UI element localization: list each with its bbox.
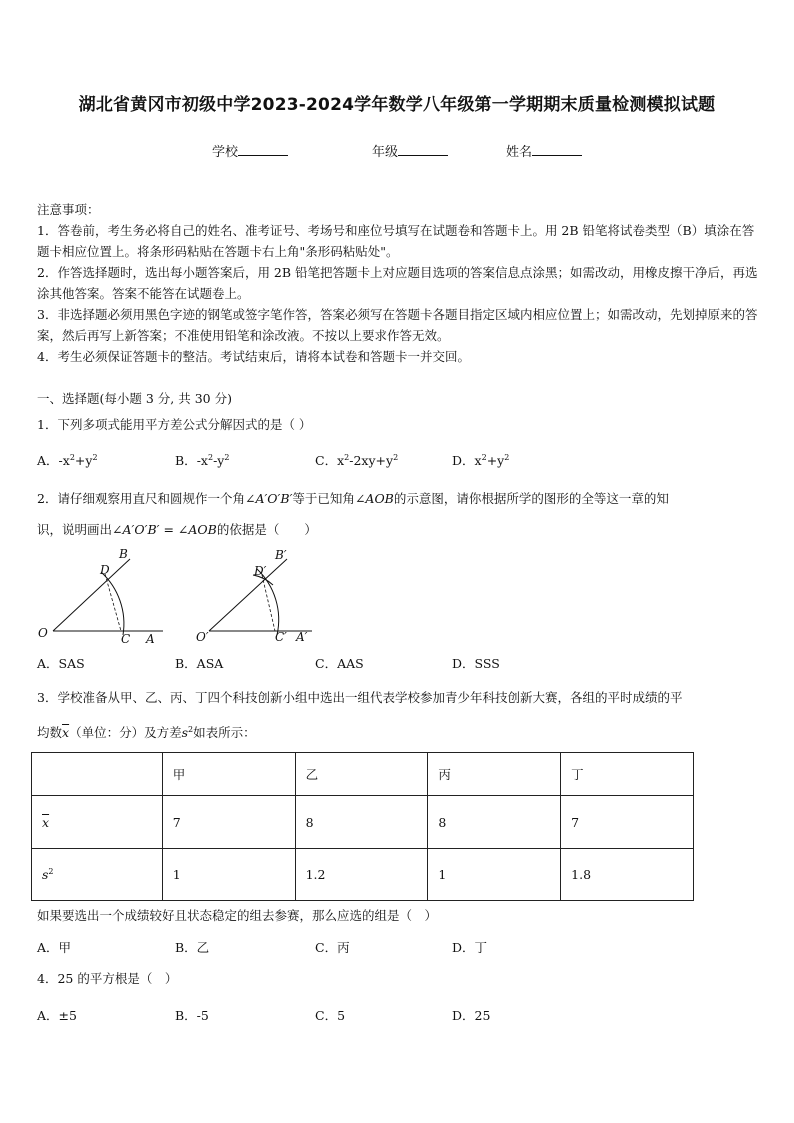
table-row-mean [32, 796, 694, 849]
q3-option-c[interactable]: C．丙 [315, 940, 350, 955]
q2-option-a[interactable]: A．SAS [37, 656, 85, 671]
name-blank[interactable] [532, 144, 582, 156]
label-o-prime: O′ [196, 630, 209, 644]
school-field[interactable] [212, 141, 288, 160]
row-label-mean: $\overline{x}$ [32, 796, 163, 849]
q4-stem: 4．25 的平方根是（ ） [37, 971, 178, 986]
q3-line-2: 均数$\overline{x}$（单位：分）及方差$s^2$如表所示： [37, 724, 256, 740]
q1-option-a[interactable]: A．$-x^2+y^2$ [37, 452, 98, 468]
notice-item-1: 1．答卷前，考生务必将自己的姓名、准考证号、考场号和座位号填写在试题卷和答题卡上。用 2B 铅笔将试卷类型（B）填涂在答题卡相应位置上。将条形码粘贴在答题卡右上角"条形码粘贴处"。 [37, 223, 755, 259]
grade-blank[interactable] [398, 144, 448, 156]
notice-item-2: 2．作答选择题时，选出每小题答案后，用 2B 铅笔把答题卡上对应题目选项的答案信息点涂黑；如需改动，用橡皮擦干净后，再选涂其他答案。答案不能答在试题卷上。 [37, 265, 758, 301]
table-header-row [32, 753, 694, 796]
q1-stem: 1．下列多项式能用平方差公式分解因式的是（ ） [37, 417, 312, 432]
q1-option-d[interactable]: D．$x^2+y^2$ [452, 452, 510, 468]
table-cell: 1 [162, 849, 295, 901]
table-header-cell: 乙 [295, 753, 428, 796]
q3-option-a[interactable]: A．甲 [37, 940, 72, 955]
ray-ob [53, 559, 130, 631]
label-b-prime: B′ [275, 548, 287, 562]
q3-option-b[interactable]: B．乙 [175, 940, 210, 955]
name-label: 姓名 [506, 145, 533, 160]
label-c: C [121, 632, 131, 645]
grade-label: 年级 [372, 145, 399, 160]
figure-angle-a-o-b-prime [195, 545, 320, 645]
score-table [31, 752, 694, 901]
arc-c-d-prime [257, 569, 279, 635]
label-a-prime: A′ [296, 630, 308, 644]
table-header-cell [32, 753, 163, 796]
notice-item-3: 3．非选择题必须用黑色字迹的钢笔或签字笔作答，答案必须写在答题卡各题目指定区域内相应位置上；如需改动，先划掉原来的答案，然后再写上新答案；不准使用铅笔和涂改液。不按以上要求作答无效。 [37, 307, 758, 343]
q3-question: 如果要选出一个成绩较好且状态稳定的组去参赛，那么应选的组是（ ） [37, 908, 438, 923]
table-cell: 8 [295, 796, 428, 849]
q3-option-d[interactable]: D．丁 [452, 940, 488, 955]
segment-dc [105, 574, 121, 631]
school-blank[interactable] [238, 144, 288, 156]
label-c-prime: C′ [275, 630, 287, 644]
q2-option-c[interactable]: C．AAS [315, 656, 364, 671]
q2-line-1: 2．请仔细观察用直尺和圆规作一个角∠A′O′B′等于已知角∠AOB的示意图，请你根据所学的图形的全等这一章的知 [37, 491, 669, 506]
table-cell: 7 [162, 796, 295, 849]
q3-line-1: 3．学校准备从甲、乙、丙、丁四个科技创新小组中选出一组代表学校参加青少年科技创新大赛，各组的平时成绩的平 [37, 690, 683, 705]
table-header-cell: 丁 [561, 753, 694, 796]
q1-option-b[interactable]: B．$-x^2-y^2$ [175, 452, 230, 468]
page-title: 湖北省黄冈市初级中学2023-2024学年数学八年级第一学期期末质量检测模拟试题 [78, 95, 716, 115]
table-cell: 1.2 [295, 849, 428, 901]
notice-heading: 注意事项： [37, 202, 100, 217]
section-heading: 一、选择题(每小题 3 分, 共 30 分) [37, 391, 232, 406]
q4-option-b[interactable]: B．-5 [175, 1008, 209, 1023]
label-b: B [119, 547, 128, 561]
ray-o-b-prime [209, 559, 287, 631]
label-d: D [100, 563, 110, 577]
table-row-variance [32, 849, 694, 901]
table-cell: 8 [428, 796, 561, 849]
table-cell: 1.8 [561, 849, 694, 901]
table-cell: 7 [561, 796, 694, 849]
name-field[interactable] [506, 141, 582, 160]
table-header-cell: 丙 [428, 753, 561, 796]
q4-option-c[interactable]: C．5 [315, 1008, 346, 1023]
q1-option-c[interactable]: C．$x^2-2xy+y^2$ [315, 452, 399, 468]
q4-option-a[interactable]: A．±5 [37, 1008, 77, 1023]
row-label-variance: $s^2$ [32, 849, 163, 901]
school-label: 学校 [212, 145, 239, 160]
label-o: O [38, 626, 48, 640]
q4-option-d[interactable]: D．25 [452, 1008, 491, 1023]
arc-cd [101, 572, 124, 635]
figure-angle-aob [35, 545, 165, 645]
q2-option-b[interactable]: B．ASA [175, 656, 224, 671]
notice-item-4: 4．考生必须保证答题卡的整洁。考试结束后，请将本试卷和答题卡一并交回。 [37, 349, 470, 364]
label-a: A [146, 632, 155, 645]
table-cell: 1 [428, 849, 561, 901]
grade-field[interactable] [372, 141, 448, 160]
table-header-cell: 甲 [162, 753, 295, 796]
label-d-prime: D′ [254, 564, 267, 578]
q2-option-d[interactable]: D．SSS [452, 656, 500, 671]
q2-line-2: 识，说明画出∠A′O′B′ = ∠AOB的依据是（ ） [37, 522, 317, 537]
